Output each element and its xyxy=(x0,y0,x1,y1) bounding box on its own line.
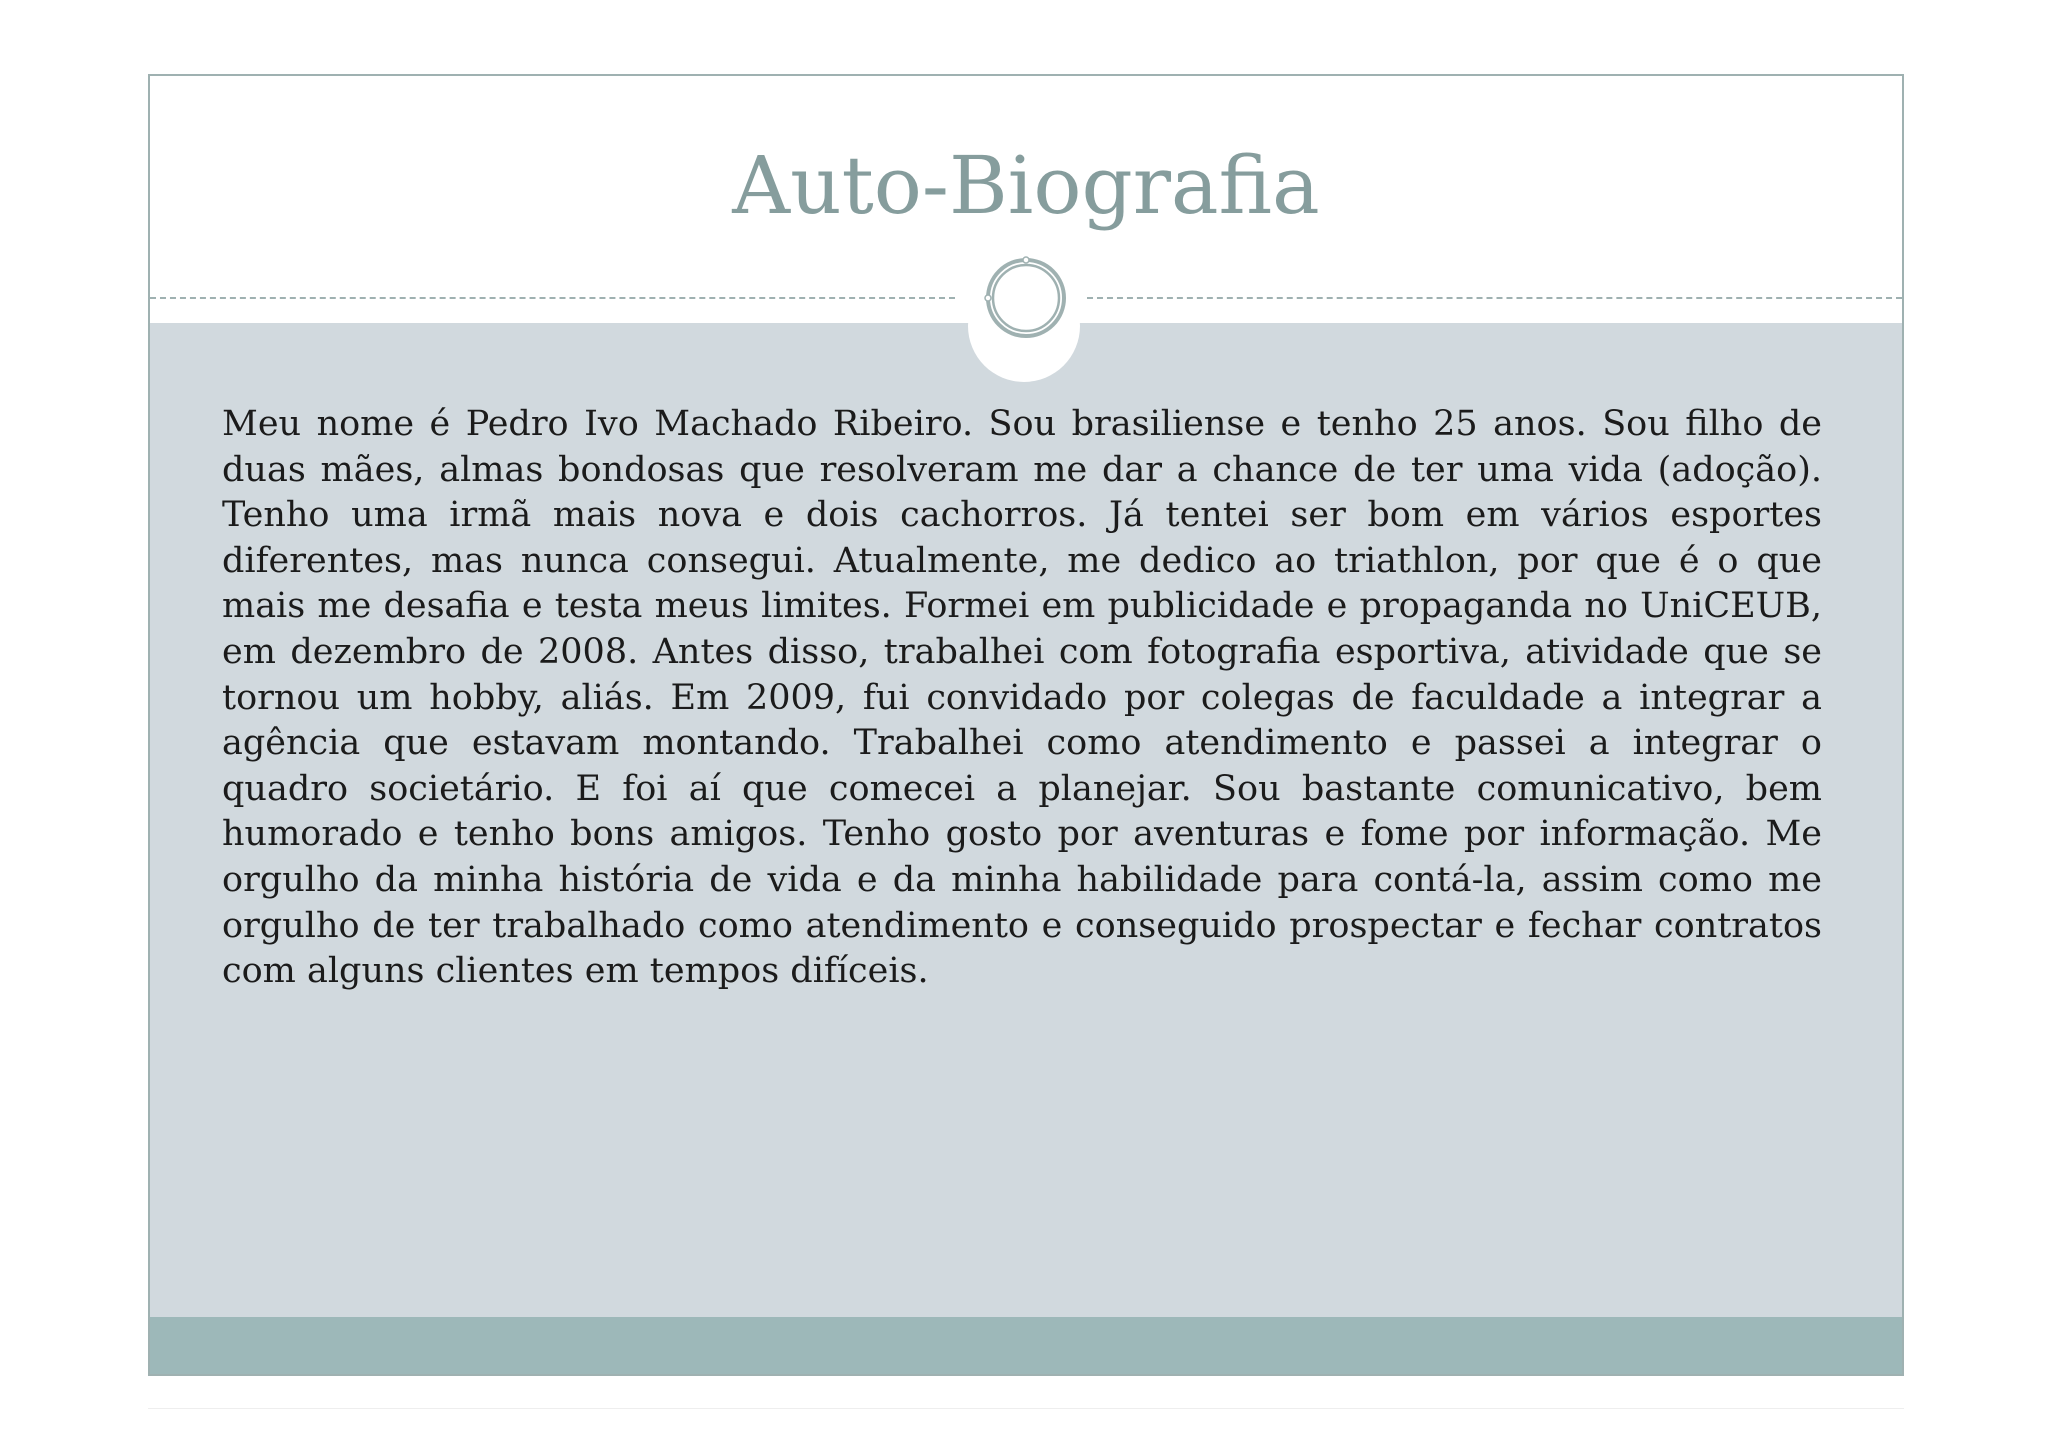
slide-frame xyxy=(148,74,1904,1376)
dashed-divider-left xyxy=(150,297,955,299)
circle-knot-icon xyxy=(982,254,1070,342)
page-separator xyxy=(148,1408,1904,1409)
dashed-divider-right xyxy=(1087,297,1902,299)
slide-title: Auto-Biografia xyxy=(732,139,1320,232)
footer-bar xyxy=(150,1317,1902,1376)
biography-text: Meu nome é Pedro Ivo Machado Ribeiro. Sou brasiliense e tenho 25 anos. Sou filho de duas mães, almas bondosas que resolveram me dar a chance de ter uma vida (adoção). Tenho uma irmã mais nova e dois cachorros. Já tentei ser bom em vários esportes diferentes, mas nunca consegui. Atualmente, me dedico ao triathlon, por que é o que mais me desafia e testa meus limites. Formei em publicidade e propaganda no UniCEUB, em dezembro de 2008. Antes disso, trabalhei com fotografia esportiva, atividade que se tornou um hobby, aliás. Em 2009, fui convidado por colegas de faculdade a integrar a agência que estavam montando. Trabalhei como atendimento e passei a integrar o quadro societário. E foi aí que comecei a planejar. Sou bastante comunicativo, bem humorado e tenho bons amigos. Tenho gosto por aventuras e fome por informação. Me orgulho da minha história de vida e da minha habilidade para contá-la, assim como me orgulho de ter trabalhado como atendimento e conseguido prospectar e fechar contratos com alguns clientes em tempos difíceis. xyxy=(222,404,1822,992)
